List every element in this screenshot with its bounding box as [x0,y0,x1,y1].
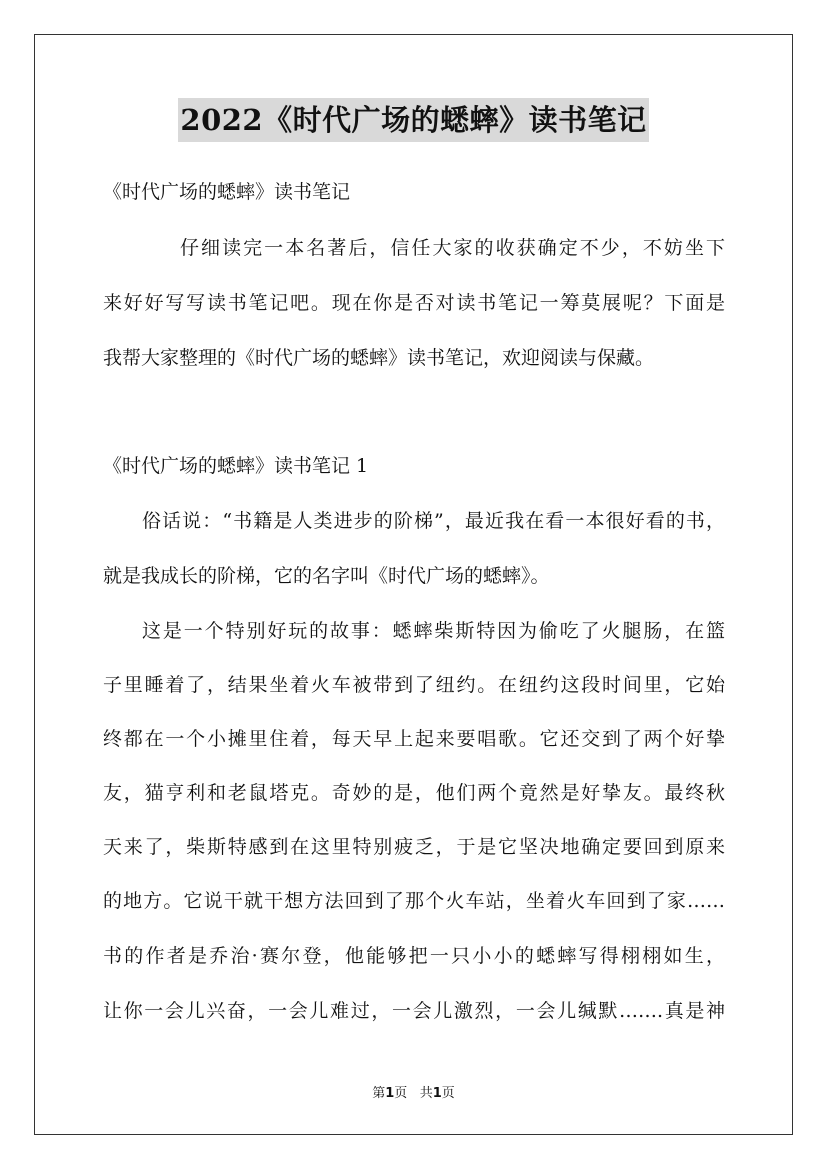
total-label: 共 [419,1086,433,1101]
intro-line: 来好好写写读书笔记吧。现在你是否对读书笔记一筹莫展呢？下面是 [103,292,725,314]
section-heading: 《时代广场的蟋蟀》读书笔记 1 [103,455,369,477]
paragraph-line: 终都在一个小摊里住着，每天早上起来要唱歌。它还交到了两个好挚 [103,728,725,750]
intro-line: 仔细读完一本名著后，信任大家的收获确定不少，不妨坐下 [180,237,725,259]
paragraph-line: 书的作者是乔治·赛尔登，他能够把一只小小的蟋蟀写得栩栩如生， [103,945,725,967]
paragraph-line: 子里睡着了，结果坐着火车被带到了纽约。在纽约这段时间里，它始 [103,674,725,696]
document-title-wrapper [0,98,827,142]
paragraph-line: 的地方。它说干就干想方法回到了那个火车站，坐着火车回到了家…… [103,890,725,912]
page-number: 1 [385,1086,395,1101]
paragraph-line: 友，猫亨利和老鼠塔克。奇妙的是，他们两个竟然是好挚友。最终秋 [103,782,725,804]
total-number: 1 [432,1086,442,1101]
intro-line: 我帮大家整理的《时代广场的蟋蟀》读书笔记，欢迎阅读与保藏。 [103,347,655,369]
paragraph-line: 这是一个特别好玩的故事：蟋蟀柴斯特因为偷吃了火腿肠，在篮 [142,620,725,642]
total-unit: 页 [441,1086,455,1101]
paragraph-line: 就是我成长的阶梯，它的名字叫《时代广场的蟋蟀》。 [103,565,550,587]
page-unit: 页 [394,1086,408,1101]
paragraph-line: 让你一会儿兴奋，一会儿难过，一会儿激烈，一会儿缄默…….真是神 [103,1000,725,1022]
page-label: 第 [372,1086,386,1101]
paragraph-line: 俗话说：“书籍是人类进步的阶梯”，最近我在看一本很好看的书， [142,510,725,532]
page-footer [0,1085,827,1103]
paragraph-line: 天来了，柴斯特感到在这里特别疲乏，于是它坚决地确定要回到原来 [103,836,725,858]
document-title: 2022《时代广场的蟋蟀》读书笔记 [178,98,648,142]
subtitle: 《时代广场的蟋蟀》读书笔记 [103,181,351,203]
